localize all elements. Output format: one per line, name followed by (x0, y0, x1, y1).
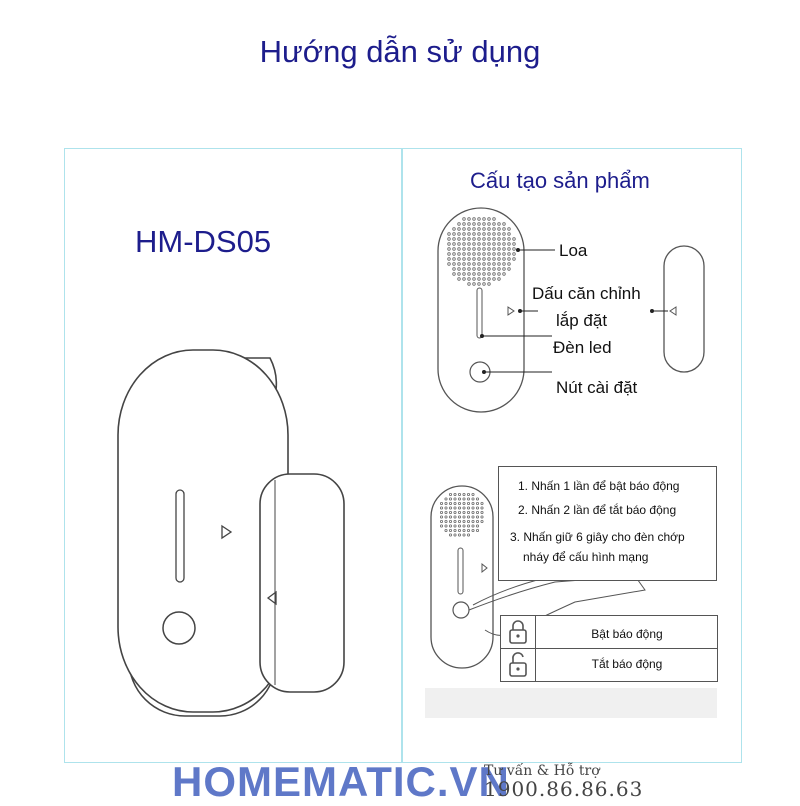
hotline-label: Tư vấn & Hỗ trợ (484, 763, 600, 779)
page-title: Hướng dẫn sử dụng (259, 34, 541, 69)
lock-closed-icon (505, 618, 531, 646)
hotline-number: 1900.86.86.63 (484, 777, 644, 801)
instruction-step: 3. Nhấn giữ 6 giây cho đèn chớp (510, 530, 685, 544)
instruction-step: 1. Nhấn 1 lần để bật báo động (518, 479, 680, 493)
alignment-mark-label-2: lắp đặt (556, 311, 608, 330)
divider (500, 648, 718, 649)
brand-logo: HOMEMATIC.VN (172, 758, 510, 805)
device-illustration (110, 340, 370, 720)
alarm-on-label: Bật báo động (591, 627, 663, 641)
instruction-step: 2. Nhấn 2 lần để tắt báo động (518, 503, 677, 517)
model-name: HM-DS05 (135, 224, 272, 259)
speaker-label: Loa (559, 241, 588, 260)
instruction-step: nháy để cấu hình mạng (523, 550, 649, 564)
setup-button-label: Nút cài đặt (556, 378, 638, 397)
structure-title: Cấu tạo sản phẩm (470, 168, 650, 193)
alignment-mark-label: Dấu căn chỉnh (532, 284, 641, 303)
alarm-off-label: Tắt báo động (591, 657, 663, 671)
divider (535, 615, 536, 682)
lock-open-icon (505, 651, 531, 679)
led-label: Đèn led (553, 338, 612, 357)
